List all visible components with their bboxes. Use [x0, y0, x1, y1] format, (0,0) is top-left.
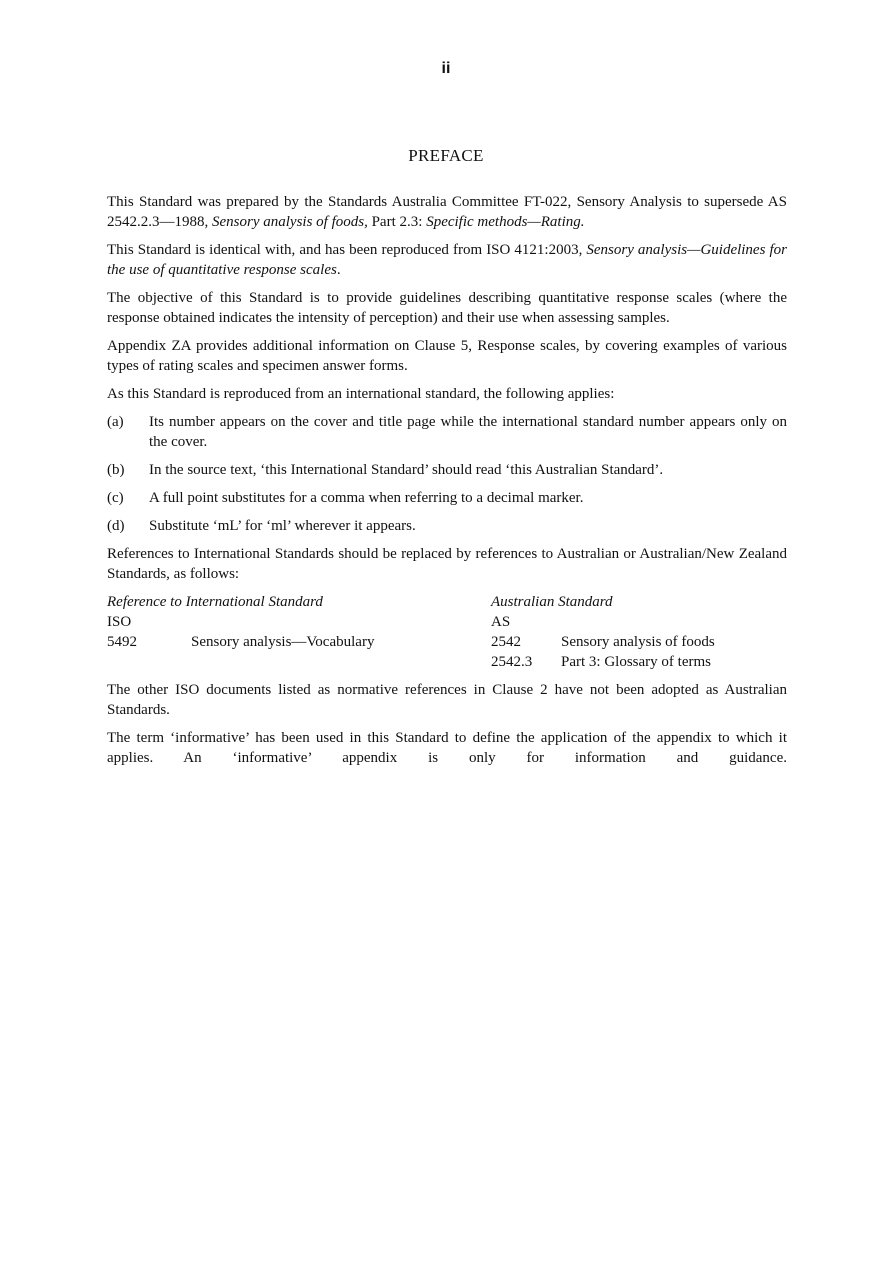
- list-item-text: Its number appears on the cover and title page while the international standard number appears only on the cover.: [149, 414, 787, 450]
- part-title: Specific methods—Rating.: [426, 214, 585, 230]
- list-item: [107, 412, 787, 452]
- paragraph-applies: As this Standard is reproduced from an international standard, the following applies:: [107, 386, 615, 402]
- list-item-text: A full point substitutes for a comma when referring to a decimal marker.: [149, 490, 584, 506]
- iso-standard-title: Sensory analysis—Guidelines for the use of quantitative response scales: [107, 242, 787, 278]
- page-title: PREFACE: [408, 146, 484, 165]
- paragraph-committee-text: This Standard was prepared by the Standards Australia Committee FT-022, Sensory Analysis to supersede AS 2542.2.3—1988,: [107, 194, 787, 230]
- reference-table-prefix-row: [107, 612, 787, 632]
- paragraph-informative: The term ‘informative’ has been used in this Standard to define the application of the appendix to which it applies. An ‘informative’ appendix is only for information and guidance.: [107, 730, 787, 766]
- paragraph-identical: [107, 240, 787, 280]
- list-item-label: (a): [107, 414, 124, 430]
- as-title: Part 3: Glossary of terms: [561, 654, 711, 670]
- table-row: [107, 652, 787, 672]
- variations-list: [107, 412, 787, 536]
- as-number: 2542.3: [491, 654, 533, 670]
- paragraph-objective: The objective of this Standard is to provide guidelines describing quantitative response scales (where the response obtained indicates the intensity of perception) and their use when assessing samples.: [107, 290, 787, 326]
- superseded-standard-title: Sensory analysis of foods,: [212, 214, 368, 230]
- paragraph-references-intro: References to International Standards should be replaced by references to Australian or Australian/New Zealand Standards, as follows:: [107, 546, 787, 582]
- as-title: Sensory analysis of foods: [561, 634, 715, 650]
- list-item-label: (c): [107, 490, 124, 506]
- list-item-label: (b): [107, 462, 125, 478]
- page-number: ii: [441, 60, 451, 77]
- iso-number: [107, 652, 191, 672]
- reference-table: [107, 592, 787, 672]
- list-item: [107, 516, 787, 536]
- paragraph-appendix: Appendix ZA provides additional information on Clause 5, Response scales, by covering examples of various types of rating scales and specimen answer forms.: [107, 338, 787, 374]
- list-item-text: Substitute ‘mL’ for ‘ml’ wherever it appears.: [149, 518, 416, 534]
- part-label: Part 2.3:: [367, 214, 427, 230]
- iso-prefix: ISO: [107, 614, 132, 630]
- list-item: [107, 488, 787, 508]
- list-item: [107, 460, 787, 480]
- reference-table-heading-row: [107, 592, 787, 612]
- list-item-label: (d): [107, 518, 125, 534]
- preface-body: [107, 192, 787, 776]
- iso-number: 5492: [107, 634, 137, 650]
- australian-standard-heading: Australian Standard: [491, 594, 613, 610]
- list-item-text: In the source text, ‘this International Standard’ should read ‘this Australian Standard’.: [149, 462, 664, 478]
- paragraph-identical-text: This Standard is identical with, and has been reproduced from ISO 4121:2003,: [107, 242, 587, 258]
- paragraph-committee: [107, 192, 787, 232]
- table-row: [107, 632, 787, 652]
- paragraph-identical-end: .: [336, 262, 341, 278]
- international-standard-heading: Reference to International Standard: [107, 594, 323, 610]
- iso-title: Sensory analysis—Vocabulary: [191, 634, 375, 650]
- as-prefix: AS: [491, 614, 511, 630]
- as-number: 2542: [491, 634, 521, 650]
- iso-title: [191, 652, 491, 672]
- paragraph-not-adopted: The other ISO documents listed as normative references in Clause 2 have not been adopted as Australian Standards.: [107, 682, 787, 718]
